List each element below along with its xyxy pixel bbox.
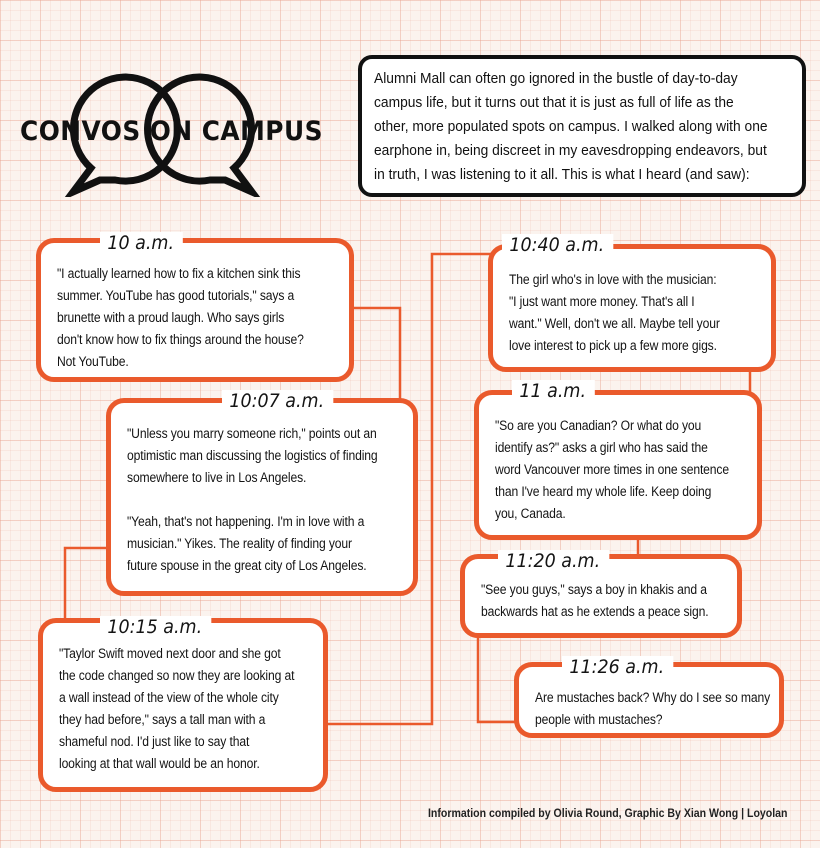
entry-text: "See you guys," says a boy in khakis and a backwards hat as he extends a peace sign. [481,582,709,619]
entry-text: The girl who's in love with the musician: "I just want more money. That's all I want." Well, don't we all. Maybe tell your love interest to pick up a few more gigs. [509,272,720,353]
entry-card [474,390,762,540]
credit-line: Information compiled by Olivia Round, Graphic By Xian Wong | Loyolan [428,806,788,820]
entry-time: 10:40 a.m. [502,234,613,256]
entry-time: 10 a.m. [100,232,183,254]
intro-text: Alumni Mall can often go ignored in the bustle of day-to-day campus life, but it turns out that it is just as full of life as the other, more populated spots on campus. I walked along with one earphone in, being discreet in my eavesdropping endeavors, but in truth, I was listening to it all. This is what I heard (and saw): [374,70,768,183]
entry-time: 10:15 a.m. [100,616,211,638]
entry-time: 10:07 a.m. [222,390,333,412]
entry-text: "Unless you marry someone rich," points out an optimistic man discussing the logistics of finding somewhere to live in Los Angeles. "Yeah, that's not happening. I'm in love with a musician." Yikes. The reality of finding your future spouse in the great city of Los Angeles. [127,426,378,573]
intro-box [358,55,806,197]
entry-text: Are mustaches back? Why do I see so many people with mustaches? [535,690,771,727]
page-title: CONVOS ON CAMPUS [20,116,323,147]
entry-text: "Taylor Swift moved next door and she got the code changed so now they are looking at a wall instead of the view of the whole city they had before," says a tall man with a shameful nod. I'd just like to say that looking at that wall would be an honor. [59,646,295,771]
entry-card [36,238,354,382]
entry-card [38,618,328,792]
entry-card [488,244,776,372]
entry-time: 11:20 a.m. [498,550,609,572]
entry-time: 11 a.m. [512,380,595,402]
entry-text: "I actually learned how to fix a kitchen sink this summer. YouTube has good tutorials," says a brunette with a proud laugh. Who says girls don't know how to fix things around the house? Not YouTube. [57,266,304,369]
entry-time: 11:26 a.m. [562,656,673,678]
entry-text: "So are you Canadian? Or what do you identify as?" asks a girl who has said the word Vancouver more times in one sentence than I've heard my whole life. Keep doing you, Canada. [495,418,729,521]
entry-card [106,398,418,596]
